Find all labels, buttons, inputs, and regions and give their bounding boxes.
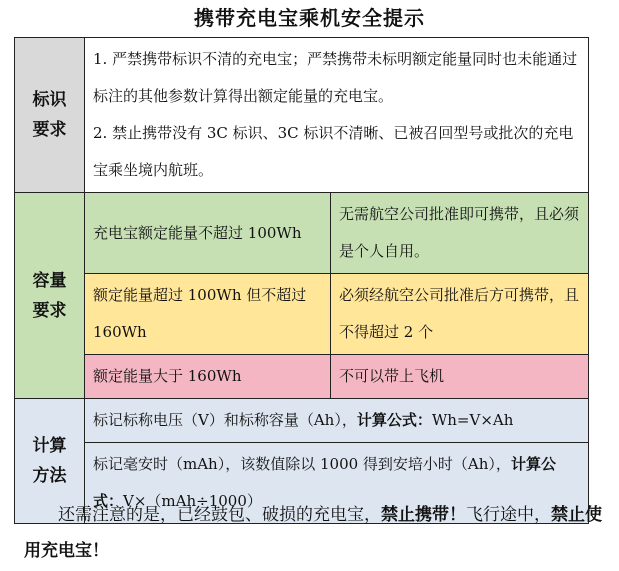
method-text: 标记毫安时（mAh），该数值除以 1000 得到安培小时（Ah）， [93,455,511,473]
formula-label: 计算公式： [93,455,556,510]
capacity-rule: 无需航空公司批准即可携带，且必须是个人自用。 [331,193,589,274]
category-label: 方法 [32,466,67,486]
table-row-capacity-1 [15,193,589,274]
category-label: 计算 [32,436,67,456]
closing-text: 还需注意的是，已经鼓包、破损的充电宝， [58,505,381,525]
identification-rule-1: 1. 严禁携带标识不清的充电宝；严禁携带未标明额定能量同时也未能通过标注的其他参数计算得出额定能量的充电宝。 [93,50,578,105]
category-identification [15,38,85,193]
closing-text: 飞行途中， [466,505,551,525]
category-label: 容量 [32,270,67,291]
capacity-rule: 必须经航空公司批准后方可携带，且不得超过 2 个 [331,274,589,355]
identification-rule-2: 2. 禁止携带没有 3C 标识、3C 标识不清晰、已被召回型号或批次的充电宝乘坐境内航班。 [93,124,574,179]
formula-label: 计算公式： [356,411,432,429]
formula: Wh=V×Ah [431,411,514,429]
capacity-condition: 额定能量大于 160Wh [85,355,331,399]
capacity-rule: 不可以带上飞机 [331,355,589,399]
method-text: 标记标称电压（V）和标称容量（Ah）， [93,411,357,429]
closing-paragraph [24,497,614,569]
table-row-capacity-3 [15,355,589,399]
closing-warning: 禁止携带！ [381,505,466,525]
identification-rules [85,38,589,193]
table-row-capacity-2 [15,274,589,355]
category-label: 标识 [32,90,67,110]
category-label: 要求 [32,300,67,321]
category-capacity [15,193,85,399]
calculation-method-1 [85,399,589,443]
page-title: 携带充电宝乘机安全提示 [194,6,425,30]
capacity-condition: 充电宝额定能量不超过 100Wh [85,193,331,274]
category-label: 要求 [32,120,67,140]
closing-warning: 禁止使用充电宝！ [24,505,602,561]
formula: V×（mAh÷1000） [123,492,262,510]
capacity-condition: 额定能量超过 100Wh 但不超过 160Wh [85,274,331,355]
table-row-calculation-1 [15,399,589,443]
safety-rules-table [14,37,589,524]
table-row-identification [15,38,589,193]
